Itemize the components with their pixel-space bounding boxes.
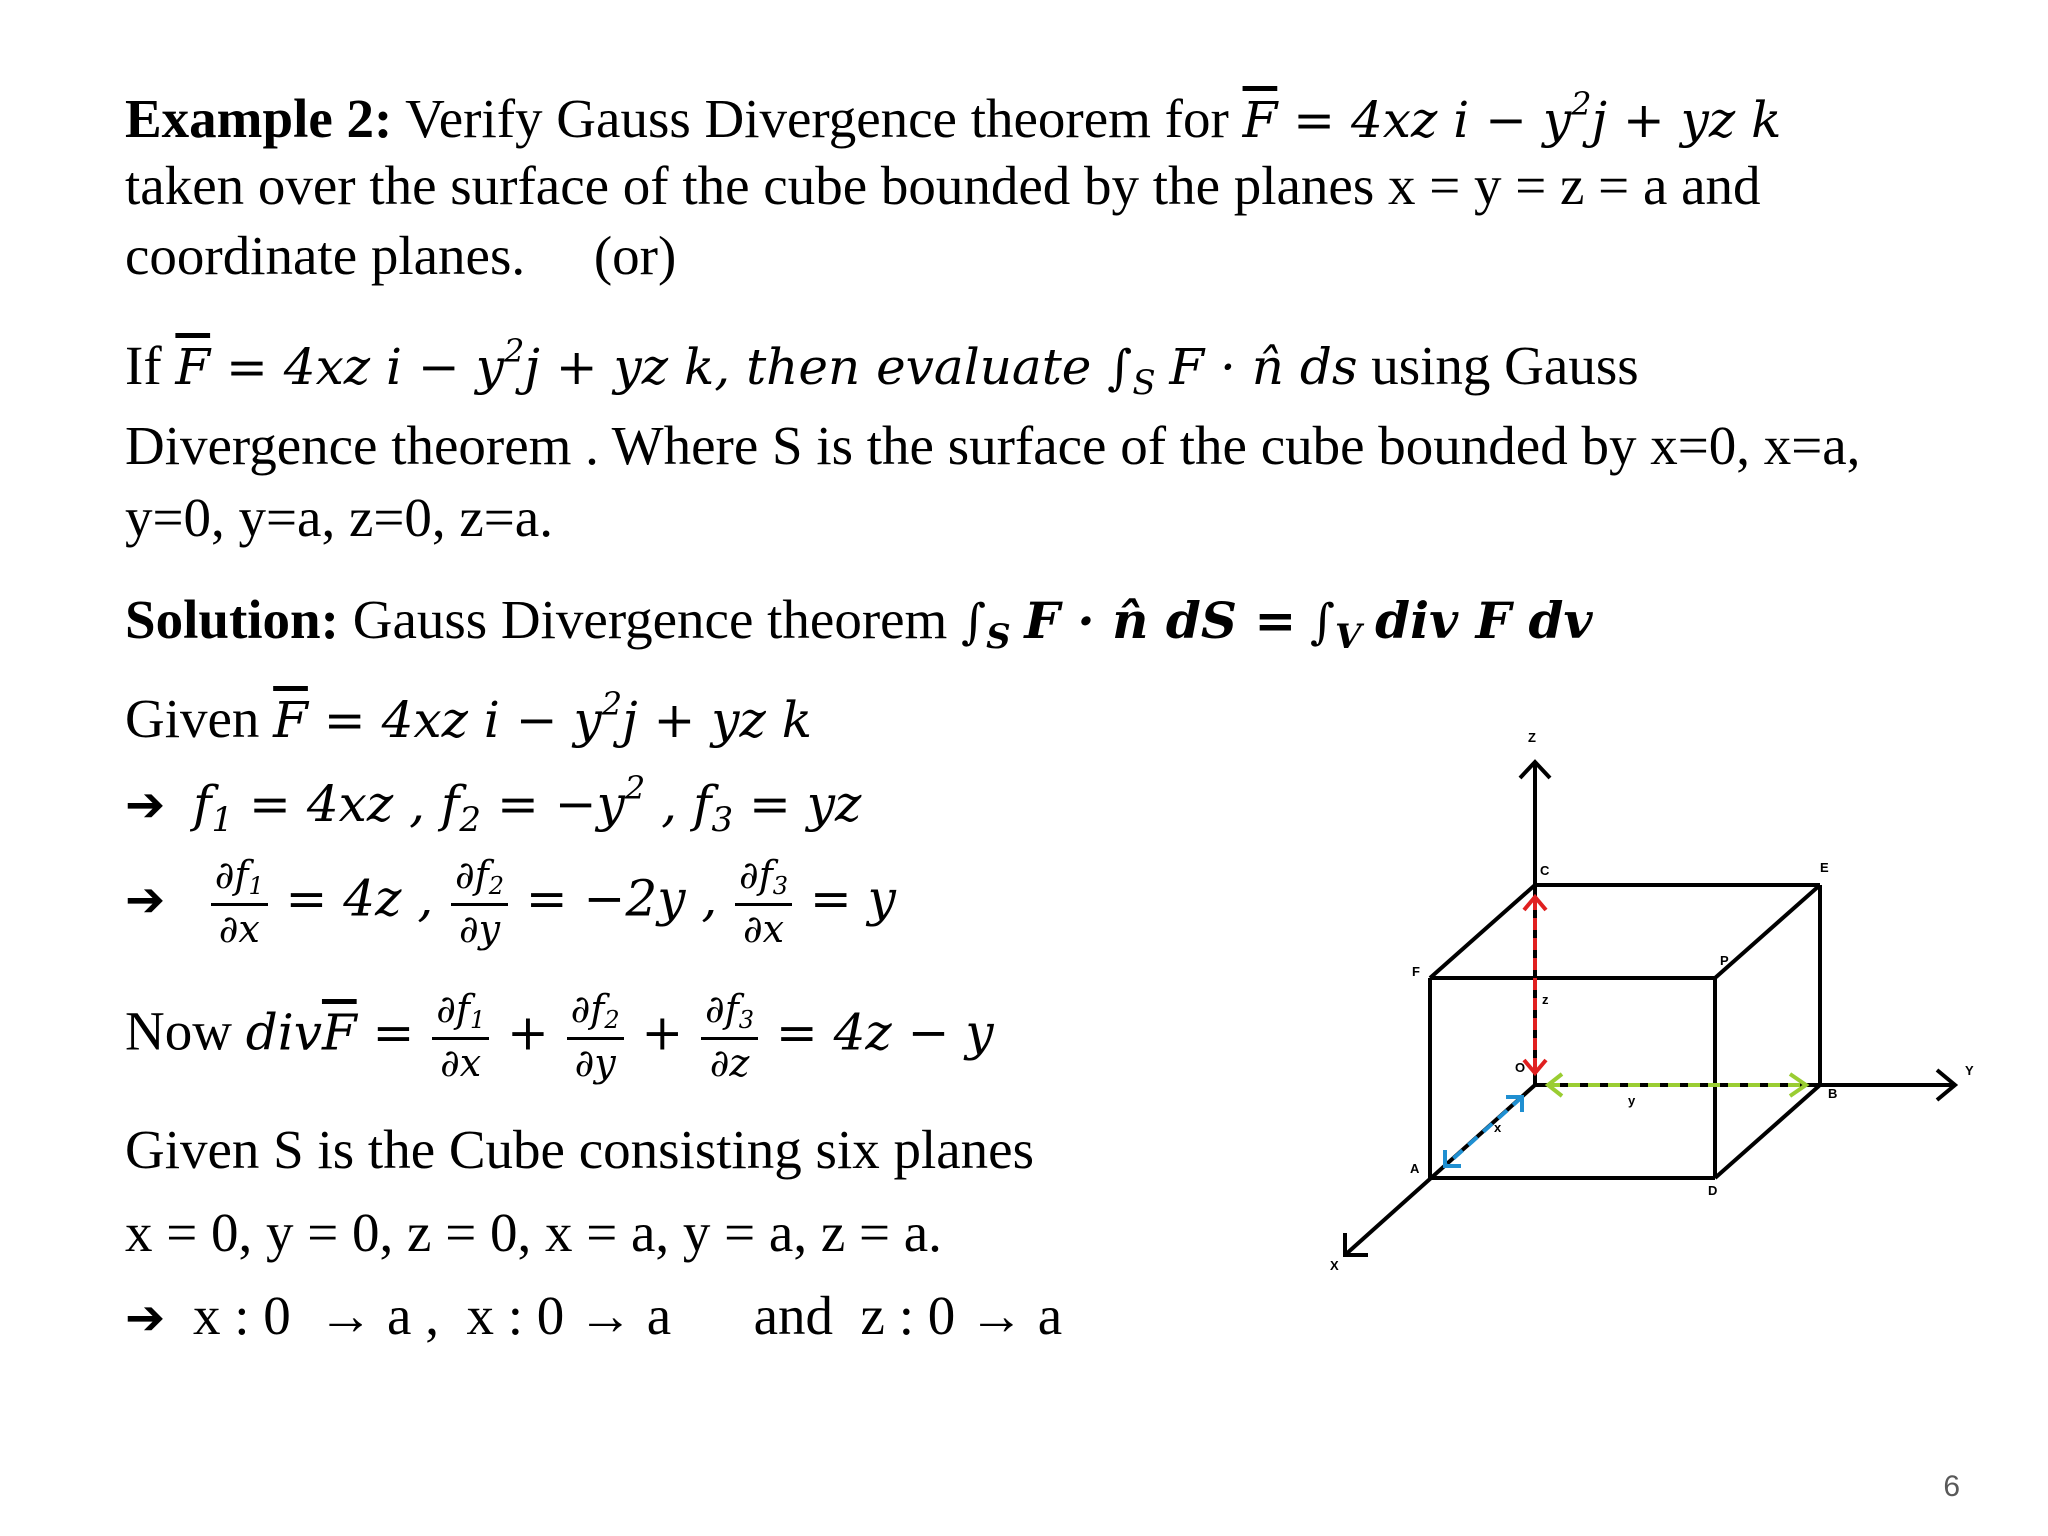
label-C: C — [1540, 863, 1550, 878]
label-z-axis: Z — [1528, 730, 1536, 745]
surface-integral-sign-bold: $\int_S$ — [961, 594, 1011, 657]
solution-rhs: div F dv — [1375, 591, 1593, 650]
alt-integrand: F · n̂ ds — [1169, 338, 1358, 396]
label-z-length: z — [1542, 992, 1549, 1007]
example-heading: Example 2: — [125, 88, 393, 149]
fraction-df3-dx: $\frac{\partial f_3}{\partial x}$ — [735, 856, 792, 950]
fraction-df1-dx: $\frac{\partial f_1}{\partial x}$ — [211, 856, 268, 950]
divergence-line: Now $div\overline{F}$ = $\frac{\partial f_1}{\partial x}$ + $\frac{\partial f_2}{\partial y}$ + $\frac{\partial f_3}{\partial z}$ = 4z − y — [125, 987, 994, 1086]
label-E: E — [1820, 860, 1829, 875]
page-number: 6 — [1943, 1470, 1960, 1503]
label-O: O — [1515, 1060, 1526, 1075]
alt-field-expression: $\overline{F} = 4xz$ $i - y^2j$ + yz k, then evaluate — [175, 332, 1108, 396]
edge-B-D — [1715, 1085, 1820, 1178]
fraction-df2-dy-2: $\frac{\partial f_2}{\partial y}$ — [567, 990, 624, 1084]
arrow-icon: ➔ — [125, 871, 166, 928]
label-y-axis: Y — [1965, 1063, 1974, 1078]
fraction-df1-dx-2: $\frac{\partial f_1}{\partial x}$ — [432, 990, 489, 1084]
limits-line: ➔ x : 0 → a , x : 0 → a and z : 0 → a — [125, 1285, 1063, 1346]
cube-diagram — [1300, 720, 1980, 1280]
alt-line-1: If $\overline{F} = 4xz$ $i - y^2j$ + yz k, then evaluate $\int_S$ F · n̂ ds using Gauss — [125, 332, 1639, 403]
given-field: $\overline{F} = 4xz$ $i - y^2j$ + yz k — [273, 685, 813, 749]
solution-heading: Solution: — [125, 589, 339, 650]
solution-line: Solution: Gauss Divergence theorem $\int_S$ F · n̂ dS = $\int_V$ div F dv — [125, 589, 1593, 657]
cube-line-2: x = 0, y = 0, z = 0, x = a, y = a, z = a. — [125, 1202, 942, 1263]
field-expression: $\overline{F} = 4xz$ $i - y^2j$ + yz k — [1242, 85, 1782, 149]
alt-line-2: Divergence theorem . Where S is the surface of the cube bounded by x=0, x=a, — [125, 415, 1861, 476]
label-B: B — [1828, 1086, 1838, 1101]
div-F: $div\overline{F}$ = — [245, 1003, 415, 1062]
components: $f_1 = 4xz$ , $f_2 = -y^2$ , $f_3$ = yz — [193, 769, 862, 840]
given-line: Given $\overline{F} = 4xz$ $i - y^2j$ + yz k — [125, 685, 813, 749]
example-line-3: coordinate planes. (or) — [125, 225, 677, 286]
edge-E-P — [1715, 885, 1820, 978]
label-y-length: y — [1628, 1093, 1636, 1108]
label-x-axis: X — [1330, 1258, 1339, 1273]
div-result: = 4z − y — [775, 1003, 994, 1062]
fraction-df3-dz: $\frac{\partial f_3}{\partial z}$ — [701, 990, 758, 1084]
alt-line-3: y=0, y=a, z=0, z=a. — [125, 487, 553, 548]
edge-C-F — [1430, 885, 1535, 978]
example-text: Verify Gauss Divergence theorem for — [392, 88, 1243, 149]
label-F: F — [1412, 964, 1420, 979]
fraction-df2-dy: $\frac{\partial f_2}{\partial y}$ — [451, 856, 508, 950]
label-A: A — [1410, 1161, 1420, 1176]
label-P: P — [1720, 953, 1729, 968]
label-D: D — [1708, 1183, 1718, 1198]
label-x-length: x — [1494, 1120, 1502, 1135]
arrow-icon: ➔ — [125, 777, 166, 833]
arrow-icon: ➔ — [125, 1290, 166, 1346]
example-line-2: taken over the surface of the cube bounded by the planes x = y = z = a and — [125, 155, 1761, 216]
cube-line-1: Given S is the Cube consisting six planes — [125, 1119, 1034, 1180]
partials-line: ➔ $\frac{\partial f_1}{\partial x}$ = 4z , $\frac{\partial f_2}{\partial y}$ = −2y , $\frac{\partial f_3}{\partial x}$ = y — [125, 853, 896, 952]
components-line — [125, 769, 862, 840]
example-line-1 — [125, 85, 1782, 149]
surface-integral-sign: $\int_S$ — [1107, 340, 1156, 403]
volume-integral-sign: $\int_V$ — [1310, 594, 1362, 657]
solution-lhs: F · n̂ dS = — [1024, 591, 1297, 650]
